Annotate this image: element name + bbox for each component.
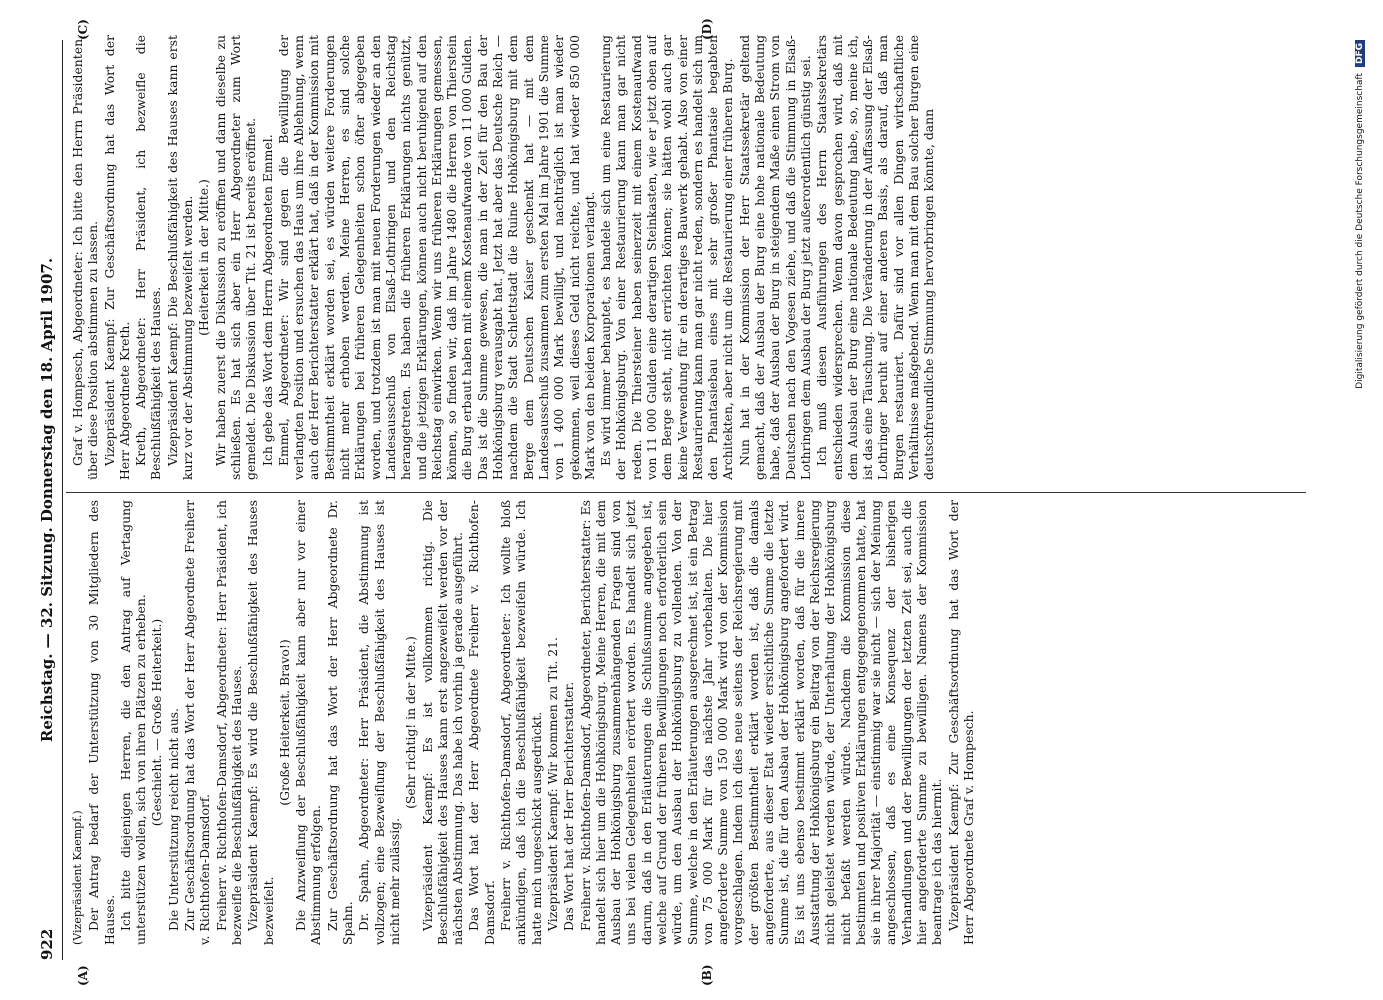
margin-label-d: (D) (700, 18, 714, 40)
paragraph: Zur Geschäftsordnung hat das Wort der Herr Abgeordnete Freiherr v. Richthofen-Damsdorf. (182, 500, 213, 945)
page-header (38, 40, 60, 960)
paragraph: Die Unterstützung reicht nicht aus. (165, 708, 181, 931)
paragraph: Vizepräsident Kaempf: Es ist vollkommen richtig. Die Beschlußfähigkeit des Hauses kann erst angezweifelt werden vor der nächsten Abstimmung. Das habe ich vorhin ja gerade ausgeführt. (419, 500, 466, 945)
paragraph: Der Antrag bedarf der Unterstützung von 30 Mitgliedern des Hauses. (86, 500, 117, 945)
paragraph: Ich muß diesen Ausführungen des Herrn Staatssekretärs entschieden widersprechen. Wenn davon gesprochen wird, daß mit dem Ausbau der Burg eine nationale Bedeutung habe, so, meine ich, ist das eine Täuschung. Die Veränderung in der Auffassung der Elsaß-Lothringer beruht auf einer anderen Basis, als darauf, daß man Burgen restauriert. Dafür sind vor allen Dingen wirtschaftliche Verhältnisse maßgebend. Wenn man mit dem Bau solcher Burgen eine deutschfreundliche Stimmung hervorbringen könnte, dann (814, 35, 937, 480)
paragraph: Vizepräsident Kaempf: Zur Geschäftsordnung hat das Wort der Herr Abgeordnete Kreth. (101, 35, 132, 480)
column-divider (66, 492, 1306, 493)
paragraph: (Vizepräsident Kaempf.) (71, 810, 84, 945)
right-column (70, 35, 1300, 480)
paragraph: Ich gebe das Wort dem Herrn Abgeordneten Emmel. (259, 134, 275, 466)
paragraph: Freiherr v. Richthofen-Damsdorf, Abgeordneter, Berichterstatter: Es handelt sich hier um die Hohkönigsburg. Meine Herren, die mit dem Ausbau der Hohkönigsburg zusammenhängenden Fragen sind von uns bei vielen Gelegenheiten erörtert worden. Es handelt sich jetzt darum, daß in den Erläuterungen die Schlußsumme angegeben ist, welche auf Grund der früheren Bewilligungen noch erforderlich sein würde, um den Ausbau der Hohkönigsburg zu vollenden. Von der Summe, welche in den Erläuterungen ausgerechnet ist, ist ein Betrag von 75 000 Mark für das nächste Jahr vorbehalten. Die hier angeforderte Summe von 150 000 Mark wird von der Kommission vorgeschlagen. Indem ich dies neue seitens der Reichsregierung mit der größten Bestimmtheit erklärt worden ist, daß die damals angeforderte, aus dieser Etat wieder ersichtliche Summe die letzte Summe ist, die für den Ausbau der Hohkönigsburg angefordert wird. Es ist uns ebenso bestimmt erklärt worden, daß für die innere Ausstattung der Hohkönigsburg ein Beitrag von der Reichsregierung nicht geleistet werden würde, der Unterhaltung der Hohkönigsburg nicht befaßt werden würde. Nachdem die Kommission diese bestimmten und positiven Erklärungen entgegengenommen hatte, hat sie in ihrer Majorität — einstimmig war sie nicht — sich der Meinung angeschlossen, daß es eine Konsequenz der bisherigen Verhandlungen und der Bewilligungen der letzten Zeit sei, auch die hier angeforderte Summe zu bewilligen. Namens der Kommission beantrage ich das hiermit. (577, 500, 945, 945)
paragraph: (Große Heiterkeit. Bravo!) (276, 639, 292, 806)
footer-text: Digitalisierung gefördert durch die Deutsche Forschungsgemeinschaft (1355, 73, 1365, 389)
footer (1355, 40, 1365, 960)
page-number: 922 (38, 928, 56, 960)
page-title: Reichstag. — 32. Sitzung. Donnerstag den 18. April 1907. (38, 257, 56, 743)
header-rule (62, 40, 63, 960)
paragraph: Freiherr v. Richthofen-Damsdorf, Abgeordneter: Ich wollte bloß ankündigen, daß ich die Beschlußfähigkeit bezweifeln würde. Ich hatte mich ungeschickt ausgedrückt. (498, 500, 544, 945)
paragraph: Zur Geschäftsordnung hat das Wort der Herr Abgeordnete Dr. Spahn. (324, 500, 356, 945)
dfg-badge: DFG (1355, 40, 1365, 67)
paragraph: (Heiterkeit in der Mitte.) (196, 179, 212, 336)
margin-label-a: (A) (76, 965, 90, 986)
paragraph: Es wird immer behauptet, es handele sich um eine Restaurierung der Hohkönigsburg. Von einer Restaurierung kann man gar nicht reden. Die Thiersteiner haben seinerzeit mit einem Kostenaufwand von 11 000 Gulden eine derartigen Steinkasten, wie er jetzt oben auf dem Berge steht, nicht errichten können; sie hätten wohl auch gar keine Verwendung für ein derartiges Bauwerk gehabt. Also von einer Restaurierung kann man gar nicht reden, sondern es handelt sich um den Phantasiebau eines mit sehr großer Phantasie begabten Architekten, aber nicht um die Restaurierung einer früheren Burg. (598, 35, 736, 480)
paragraph: Vizepräsident Kaempf: Wir kommen zu Tit. 21. (544, 637, 560, 931)
paragraph: Nun hat in der Kommission der Herr Staatssekretär geltend gemacht, daß der Ausbau der Burg eine hohe nationale Bedeutung habe, daß der Ausbau der Burg in steigendem Maße einen Strom von Deutschen nach den Vogesen ziehe, und daß die Stimmung in Elsaß-Lothringen dem Ausbau der Burg jetzt außerordentlich günstig sei. (736, 35, 813, 480)
paragraph: Vizepräsident Kaempf: Die Beschlußfähigkeit des Hauses kann erst kurz vor der Abstimmung bezweifelt werden. (164, 35, 196, 480)
paragraph: Die Anzweiflung der Beschlußfähigkeit kann aber nur vor einer Abstimmung erfolgen. (293, 500, 324, 945)
paragraph: Vizepräsident Kaempf: Zur Geschäftsordnung hat das Wort der Herr Abgeordnete Graf v. Hompesch. (945, 500, 976, 945)
paragraph: (Geschieht. — Große Heiterkeit.) (149, 618, 165, 827)
paragraph: Graf v. Hompesch, Abgeordneter: Ich bitte den Herrn Präsidenten, über diese Position abstimmen zu lassen. (70, 35, 101, 480)
paragraph: Vizepräsident Kaempf: Es wird die Beschlußfähigkeit des Hauses bezweifelt. (245, 500, 276, 945)
paragraph: (Sehr richtig! in der Mitte.) (403, 636, 419, 809)
margin-label-b: (B) (700, 964, 714, 986)
paragraph: Dr. Spahn, Abgeordneter: Herr Präsident, die Abstimmung ist vollzogen; eine Bezweiflung der Beschlußfähigkeit des Hauses ist nicht mehr zulässig. (356, 500, 402, 945)
paragraph: Das Wort hat der Herr Berichterstatter. (561, 681, 577, 931)
paragraph: Freiherr v. Richthofen-Damsdorf, Abgeordneter: Herr Präsident, ich bezweifle die Beschlußfähigkeit des Hauses. (213, 500, 244, 945)
paragraph: Das Wort hat der Herr Abgeordnete Freiherr v. Richthofen-Damsdorf. (466, 500, 497, 945)
left-column (70, 500, 1300, 945)
paragraph: Emmel, Abgeordneter: Wir sind gegen die Bewilligung der verlangten Position und ersuchen das Haus um ihre Ablehnung, wenn auch der Herr Berichterstatter erklärt hat, daß in der Kommission mit Bestimmtheit erklärt worden sei, es würden weitere Forderungen nicht mehr erhoben werden. Meine Herren, es sind solche Erklärungen bei früheren Gelegenheiten schon öfter abgegeben worden, und trotzdem ist man mit neuen Forderungen wieder an den Landesausschuß von Elsaß-Lothringen und den Reichstag herangetreten. Es haben die früheren Erklärungen nichts genützt, und die jetzigen Erklärungen, können auch nicht beruhigend auf den Reichstag einwirken. Wenn wir uns früheren Erklärungen gemessen, können, so finden wir, daß im Jahre 1480 die Herren von Thierstein die Burg erbaut haben mit einem Kostenaufwande von 11 000 Gulden. Das ist die Summe gewesen, die man in der Zeit für den Bau der Hohkönigsburg verausgabt hat. Jetzt hat aber das Deutsche Reich — nachdem die Stadt Schlettstadt die Ruine Hohkönigsburg mit dem Berge dem Deutschen Kaiser geschenkt hat — mit dem Landesausschuß zusammen zum ersten Mal im Jahre 1901 die Summe von 1 400 000 Mark bewilligt, und nachträglich ist man wieder gekommen, weil dieses Geld nicht reichte, und hat wieder 850 000 Mark von den beiden Korporationen verlangt. (275, 35, 597, 480)
paragraph: Ich bitte diejenigen Herren, die den Antrag auf Vertagung unterstützen wollen, sich von ihren Plätzen zu erheben. (117, 500, 149, 945)
paragraph: Wir haben zuerst die Diskussion zu eröffnen und dann dieselbe zu schließen. Es hat sich aber ein Herr Abgeordneter zum Wort gemeldet. Die Diskussion über Tit. 21 ist bereits eröffnet. (212, 35, 259, 480)
paragraph: Kreth, Abgeordneter: Herr Präsident, ich bezweifle die Beschlußfähigkeit des Hauses. (133, 35, 164, 480)
margin-label-c: (C) (76, 19, 90, 40)
